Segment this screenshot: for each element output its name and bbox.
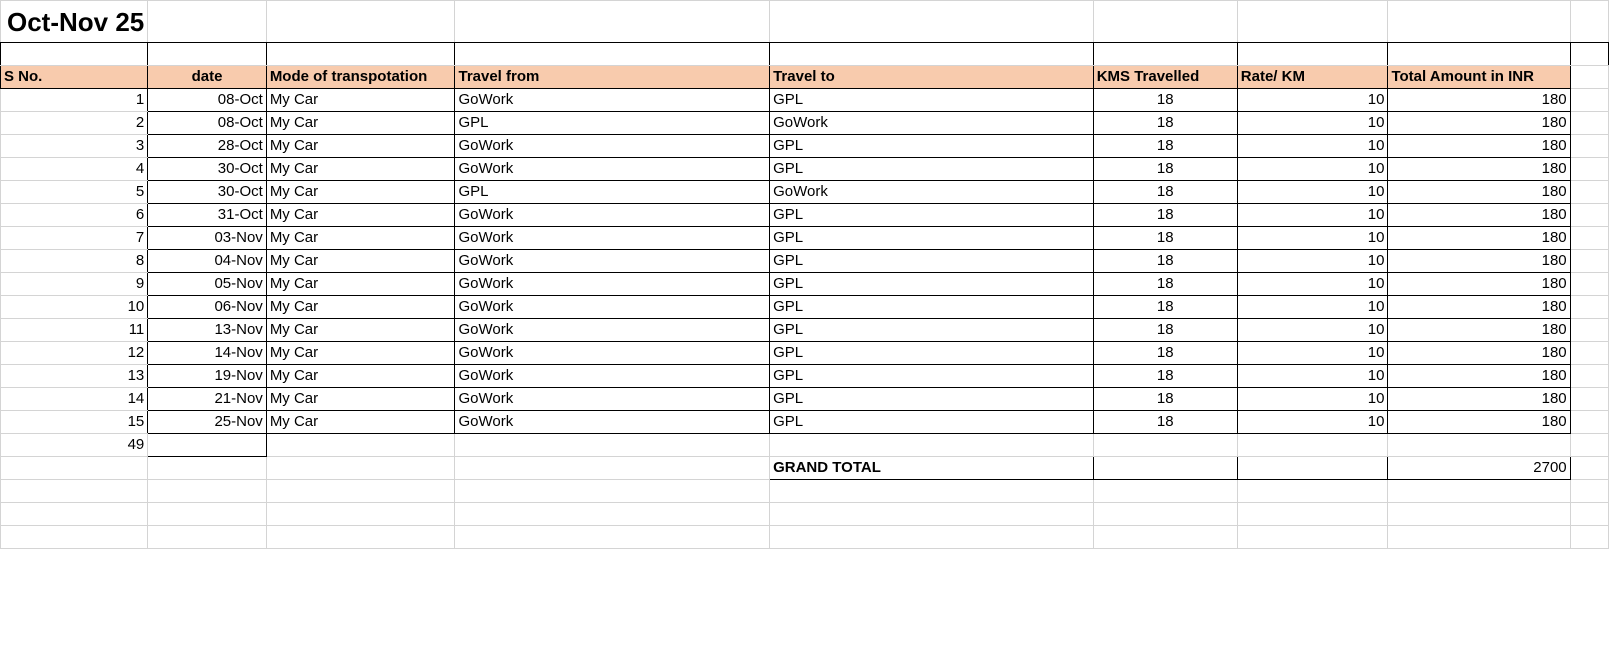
header-rate[interactable]: Rate/ KM: [1237, 66, 1388, 89]
cell-amount[interactable]: 180: [1388, 319, 1570, 342]
cell-date[interactable]: 08-Oct: [148, 89, 267, 112]
cell[interactable]: [1570, 112, 1608, 135]
cell-travel-from[interactable]: GoWork: [455, 388, 770, 411]
cell-mode[interactable]: My Car: [266, 296, 455, 319]
cell[interactable]: [1093, 457, 1237, 480]
header-kms[interactable]: KMS Travelled: [1093, 66, 1237, 89]
blank-row: [1, 43, 1609, 66]
cell-kms[interactable]: 18: [1093, 227, 1237, 250]
cell-mode[interactable]: My Car: [266, 158, 455, 181]
cell-travel-from[interactable]: GoWork: [455, 250, 770, 273]
cell-travel-to[interactable]: GPL: [770, 273, 1094, 296]
cell[interactable]: [455, 1, 770, 43]
cell-kms[interactable]: 18: [1093, 112, 1237, 135]
table-row: [1, 388, 1609, 411]
cell-amount[interactable]: 180: [1388, 204, 1570, 227]
cell-rate[interactable]: 10: [1237, 250, 1388, 273]
cell-amount[interactable]: 180: [1388, 296, 1570, 319]
cell[interactable]: [1237, 480, 1388, 503]
cell[interactable]: [1237, 526, 1388, 549]
cell-rate[interactable]: 10: [1237, 135, 1388, 158]
cell-kms[interactable]: 18: [1093, 273, 1237, 296]
header-travel-to[interactable]: Travel to: [770, 66, 1094, 89]
table-row: [1, 296, 1609, 319]
cell[interactable]: [1237, 457, 1388, 480]
cell-travel-from[interactable]: GoWork: [455, 89, 770, 112]
cell-date[interactable]: 08-Oct: [148, 112, 267, 135]
cell-travel-from[interactable]: GoWork: [455, 411, 770, 434]
cell[interactable]: [1570, 204, 1608, 227]
cell[interactable]: [1093, 503, 1237, 526]
cell-rate[interactable]: 10: [1237, 227, 1388, 250]
cell[interactable]: [1388, 1, 1570, 43]
header-mode[interactable]: Mode of transpotation: [266, 66, 455, 89]
cell-amount[interactable]: 180: [1388, 112, 1570, 135]
cell-amount[interactable]: 180: [1388, 388, 1570, 411]
cell[interactable]: [1093, 526, 1237, 549]
cell-date[interactable]: 31-Oct: [148, 204, 267, 227]
cell-mode[interactable]: My Car: [266, 388, 455, 411]
cell-date[interactable]: 13-Nov: [148, 319, 267, 342]
cell-kms[interactable]: 18: [1093, 411, 1237, 434]
cell-travel-from[interactable]: GPL: [455, 181, 770, 204]
cell[interactable]: [1570, 319, 1608, 342]
cell[interactable]: [1093, 43, 1237, 66]
table-row: [1, 365, 1609, 388]
cell-date[interactable]: 05-Nov: [148, 273, 267, 296]
cell-sno[interactable]: 13: [1, 365, 148, 388]
cell[interactable]: [455, 434, 770, 457]
cell[interactable]: [1570, 411, 1608, 434]
cell-kms[interactable]: 18: [1093, 388, 1237, 411]
cell-amount[interactable]: 180: [1388, 181, 1570, 204]
cell-rate[interactable]: 10: [1237, 273, 1388, 296]
cell[interactable]: [455, 480, 770, 503]
cell[interactable]: [1570, 503, 1608, 526]
cell[interactable]: [1570, 158, 1608, 181]
cell[interactable]: [1570, 526, 1608, 549]
cell-amount[interactable]: 180: [1388, 89, 1570, 112]
grand-total-label[interactable]: GRAND TOTAL: [770, 457, 1094, 480]
cell-sno[interactable]: 4: [1, 158, 148, 181]
cell[interactable]: [266, 503, 455, 526]
cell[interactable]: [266, 526, 455, 549]
cell-kms[interactable]: 18: [1093, 342, 1237, 365]
cell-kms[interactable]: 18: [1093, 135, 1237, 158]
cell-travel-from[interactable]: GoWork: [455, 135, 770, 158]
cell[interactable]: [1, 457, 148, 480]
cell[interactable]: [455, 457, 770, 480]
cell[interactable]: [1570, 66, 1608, 89]
header-sno[interactable]: S No.: [1, 66, 148, 89]
table-row: [1, 227, 1609, 250]
table-row: [1, 250, 1609, 273]
cell-rate[interactable]: 10: [1237, 112, 1388, 135]
table-row: [1, 273, 1609, 296]
cell-mode[interactable]: My Car: [266, 365, 455, 388]
blank-row: [1, 480, 1609, 503]
cell[interactable]: [1237, 434, 1388, 457]
cell[interactable]: [1570, 480, 1608, 503]
cell-travel-from[interactable]: GoWork: [455, 365, 770, 388]
cell[interactable]: [266, 480, 455, 503]
cell-travel-to[interactable]: GPL: [770, 411, 1094, 434]
cell[interactable]: [1093, 434, 1237, 457]
cell[interactable]: [1570, 181, 1608, 204]
cell[interactable]: [455, 503, 770, 526]
table-row: [1, 204, 1609, 227]
cell-amount[interactable]: 180: [1388, 250, 1570, 273]
cell[interactable]: [266, 457, 455, 480]
cell-mode[interactable]: My Car: [266, 112, 455, 135]
cell-sno[interactable]: 12: [1, 342, 148, 365]
cell-sno[interactable]: 5: [1, 181, 148, 204]
grand-total-row: [1, 457, 1609, 480]
header-amount[interactable]: Total Amount in INR: [1388, 66, 1570, 89]
cell-mode[interactable]: My Car: [266, 89, 455, 112]
cell-date[interactable]: 04-Nov: [148, 250, 267, 273]
cell[interactable]: [1570, 434, 1608, 457]
cell[interactable]: [1, 526, 148, 549]
cell-rate[interactable]: 10: [1237, 296, 1388, 319]
cell[interactable]: [1570, 365, 1608, 388]
cell-sno[interactable]: 15: [1, 411, 148, 434]
cell[interactable]: [455, 43, 770, 66]
header-date[interactable]: date: [148, 66, 267, 89]
cell[interactable]: [148, 526, 267, 549]
cell-kms[interactable]: 18: [1093, 319, 1237, 342]
cell-kms[interactable]: 18: [1093, 89, 1237, 112]
table-row: [1, 89, 1609, 112]
cell-rate[interactable]: 10: [1237, 411, 1388, 434]
table-row: [1, 135, 1609, 158]
cell[interactable]: [1570, 250, 1608, 273]
cell-kms[interactable]: 18: [1093, 296, 1237, 319]
cell-amount[interactable]: 180: [1388, 135, 1570, 158]
cell[interactable]: [1093, 480, 1237, 503]
cell-sno[interactable]: 3: [1, 135, 148, 158]
cell-amount[interactable]: 180: [1388, 342, 1570, 365]
cell-count[interactable]: 49: [1, 434, 148, 457]
cell-travel-to[interactable]: GPL: [770, 388, 1094, 411]
cell-date[interactable]: 30-Oct: [148, 158, 267, 181]
cell[interactable]: [770, 43, 1094, 66]
cell-date[interactable]: 28-Oct: [148, 135, 267, 158]
cell[interactable]: [266, 43, 455, 66]
cell[interactable]: [1570, 296, 1608, 319]
cell[interactable]: [148, 457, 267, 480]
cell-kms[interactable]: 18: [1093, 250, 1237, 273]
cell-travel-from[interactable]: GoWork: [455, 227, 770, 250]
cell[interactable]: [266, 1, 455, 43]
cell[interactable]: [1237, 1, 1388, 43]
cell-mode[interactable]: My Car: [266, 250, 455, 273]
cell-rate[interactable]: 10: [1237, 89, 1388, 112]
cell[interactable]: [1570, 1, 1608, 43]
cell-travel-from[interactable]: GoWork: [455, 273, 770, 296]
cell[interactable]: [148, 434, 267, 457]
cell[interactable]: [148, 1, 267, 43]
cell[interactable]: [770, 480, 1094, 503]
cell-sno[interactable]: 6: [1, 204, 148, 227]
table-row: [1, 112, 1609, 135]
cell-travel-to[interactable]: GPL: [770, 365, 1094, 388]
cell[interactable]: [455, 526, 770, 549]
cell-travel-from[interactable]: GoWork: [455, 204, 770, 227]
cell[interactable]: [770, 1, 1094, 43]
cell-amount[interactable]: 180: [1388, 158, 1570, 181]
cell[interactable]: [770, 503, 1094, 526]
cell[interactable]: [1570, 227, 1608, 250]
cell-kms[interactable]: 18: [1093, 158, 1237, 181]
cell[interactable]: [1237, 503, 1388, 526]
cell-travel-to[interactable]: GPL: [770, 319, 1094, 342]
cell-rate[interactable]: 10: [1237, 158, 1388, 181]
cell[interactable]: [1570, 135, 1608, 158]
cell-date[interactable]: 06-Nov: [148, 296, 267, 319]
cell[interactable]: [1388, 434, 1570, 457]
cell-amount[interactable]: 180: [1388, 365, 1570, 388]
cell[interactable]: [148, 43, 267, 66]
cell-travel-from[interactable]: GoWork: [455, 296, 770, 319]
cell-rate[interactable]: 10: [1237, 319, 1388, 342]
cell[interactable]: [1388, 526, 1570, 549]
cell-sno[interactable]: 2: [1, 112, 148, 135]
cell[interactable]: [148, 503, 267, 526]
cell[interactable]: [1, 43, 148, 66]
cell-travel-to[interactable]: GPL: [770, 342, 1094, 365]
cell-kms[interactable]: 18: [1093, 204, 1237, 227]
cell-sno[interactable]: 11: [1, 319, 148, 342]
cell[interactable]: [1570, 457, 1608, 480]
cell[interactable]: [1093, 1, 1237, 43]
header-row: [1, 66, 1609, 89]
cell-date[interactable]: 21-Nov: [148, 388, 267, 411]
table-row: [1, 181, 1609, 204]
cell-mode[interactable]: My Car: [266, 273, 455, 296]
cell-sno[interactable]: 8: [1, 250, 148, 273]
cell-mode[interactable]: My Car: [266, 204, 455, 227]
cell-mode[interactable]: My Car: [266, 342, 455, 365]
cell[interactable]: [1570, 342, 1608, 365]
cell-rate[interactable]: 10: [1237, 365, 1388, 388]
cell[interactable]: [770, 526, 1094, 549]
cell-travel-to[interactable]: GPL: [770, 89, 1094, 112]
cell-sno[interactable]: 7: [1, 227, 148, 250]
cell-sno[interactable]: 9: [1, 273, 148, 296]
cell-mode[interactable]: My Car: [266, 135, 455, 158]
cell-mode[interactable]: My Car: [266, 181, 455, 204]
cell-mode[interactable]: My Car: [266, 411, 455, 434]
cell[interactable]: [1, 503, 148, 526]
grand-total-value[interactable]: 2700: [1388, 457, 1570, 480]
count-row: [1, 434, 1609, 457]
cell-date[interactable]: 19-Nov: [148, 365, 267, 388]
sheet-title[interactable]: Oct-Nov 25: [1, 1, 148, 43]
table-row: [1, 319, 1609, 342]
cell-travel-from[interactable]: GoWork: [455, 342, 770, 365]
cell-sno[interactable]: 1: [1, 89, 148, 112]
cell[interactable]: [1388, 43, 1570, 66]
title-row: [1, 1, 1609, 43]
cell[interactable]: [266, 434, 455, 457]
cell[interactable]: [1570, 89, 1608, 112]
cell-sno[interactable]: 14: [1, 388, 148, 411]
cell-kms[interactable]: 18: [1093, 365, 1237, 388]
cell[interactable]: [1570, 43, 1608, 66]
cell-travel-to[interactable]: GoWork: [770, 181, 1094, 204]
cell-date[interactable]: 03-Nov: [148, 227, 267, 250]
cell-mode[interactable]: My Car: [266, 227, 455, 250]
cell-travel-from[interactable]: GoWork: [455, 158, 770, 181]
cell[interactable]: [1388, 503, 1570, 526]
cell-travel-to[interactable]: GPL: [770, 158, 1094, 181]
cell-travel-to[interactable]: GoWork: [770, 112, 1094, 135]
table-row: [1, 342, 1609, 365]
cell-rate[interactable]: 10: [1237, 181, 1388, 204]
cell-travel-from[interactable]: GoWork: [455, 319, 770, 342]
cell-travel-to[interactable]: GPL: [770, 296, 1094, 319]
cell[interactable]: [1237, 43, 1388, 66]
cell-travel-to[interactable]: GPL: [770, 227, 1094, 250]
cell-rate[interactable]: 10: [1237, 342, 1388, 365]
cell[interactable]: [770, 434, 1094, 457]
cell-travel-to[interactable]: GPL: [770, 204, 1094, 227]
cell-date[interactable]: 14-Nov: [148, 342, 267, 365]
cell-rate[interactable]: 10: [1237, 204, 1388, 227]
cell[interactable]: [1570, 388, 1608, 411]
blank-row: [1, 526, 1609, 549]
cell[interactable]: [1570, 273, 1608, 296]
cell-travel-to[interactable]: GPL: [770, 250, 1094, 273]
cell[interactable]: [1388, 480, 1570, 503]
cell-kms[interactable]: 18: [1093, 181, 1237, 204]
header-travel-from[interactable]: Travel from: [455, 66, 770, 89]
cell[interactable]: [148, 480, 267, 503]
cell-amount[interactable]: 180: [1388, 273, 1570, 296]
blank-row: [1, 503, 1609, 526]
cell-rate[interactable]: 10: [1237, 388, 1388, 411]
cell-amount[interactable]: 180: [1388, 227, 1570, 250]
cell-sno[interactable]: 10: [1, 296, 148, 319]
cell-date[interactable]: 30-Oct: [148, 181, 267, 204]
table-row: [1, 411, 1609, 434]
table-row: [1, 158, 1609, 181]
cell-mode[interactable]: My Car: [266, 319, 455, 342]
cell[interactable]: [1, 480, 148, 503]
cell-amount[interactable]: 180: [1388, 411, 1570, 434]
cell-travel-from[interactable]: GPL: [455, 112, 770, 135]
cell-travel-to[interactable]: GPL: [770, 135, 1094, 158]
cell-date[interactable]: 25-Nov: [148, 411, 267, 434]
